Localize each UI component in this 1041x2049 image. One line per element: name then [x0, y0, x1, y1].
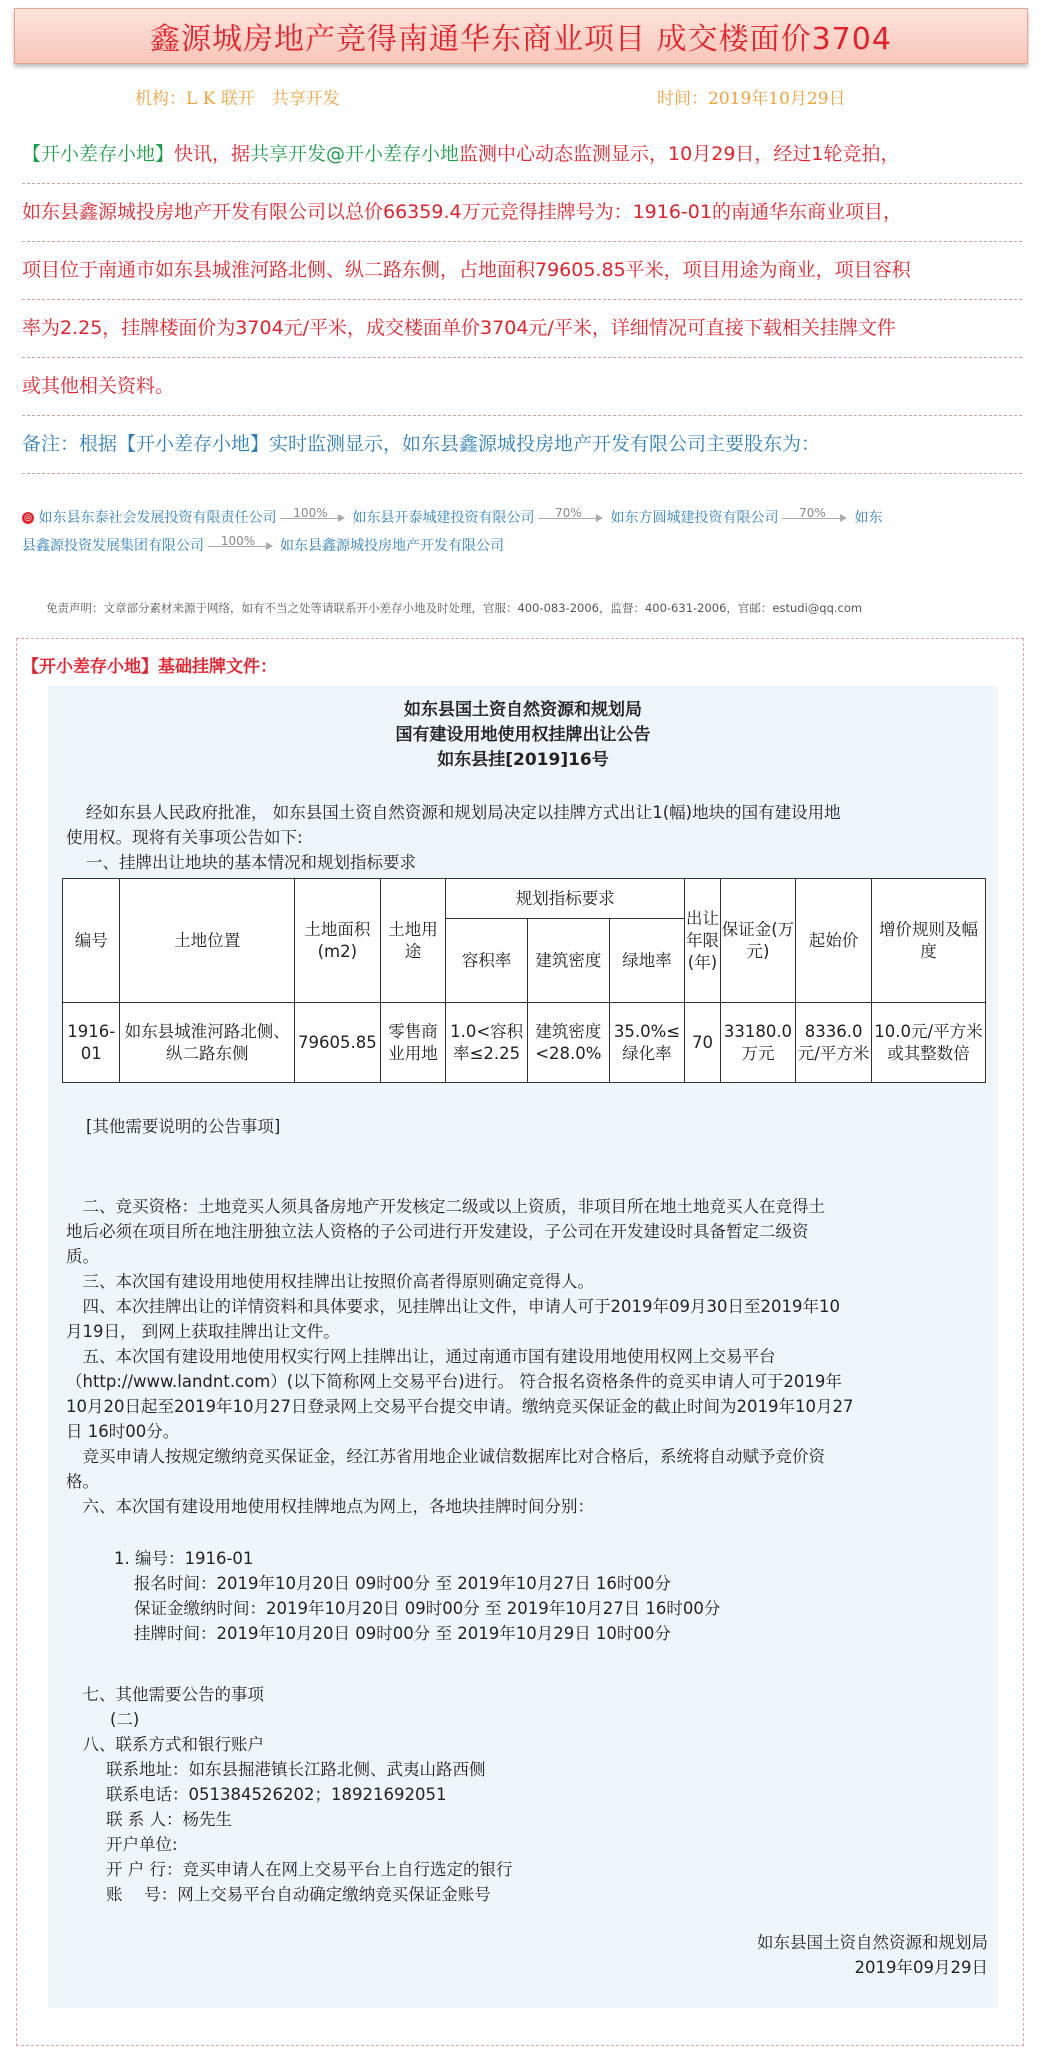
doc-section-1: 一、挂牌出让地块的基本情况和规划指标要求 — [86, 853, 416, 872]
chain-company-3[interactable]: 如东方圆城建投资有限公司 — [610, 510, 779, 526]
td-years: 70 — [685, 1003, 720, 1083]
th-plan: 规划指标要求 — [446, 879, 685, 919]
section-5-f: 格。 — [66, 1472, 99, 1491]
section-6: 六、本次国有建设用地使用权挂牌地点为网上，各地块挂牌时间分别： — [66, 1497, 594, 1516]
table-row — [63, 1003, 986, 1083]
doc-heading-1: 如东县国土资自然资源和规划局 — [404, 700, 642, 720]
account-bank: 开 户 行：竞买申请人在网上交易平台上自行选定的银行 — [106, 1860, 513, 1879]
schedule-signup: 报名时间：2019年10月20日 09时00分 至 2019年10月27日 16时00分 — [134, 1574, 671, 1593]
td-location: 如东县城淮河路北侧、纵二路东侧 — [120, 1003, 295, 1083]
section-4-b: 月19日， 到网上获取挂牌出让文件。 — [66, 1322, 340, 1341]
contact-address: 联系地址：如东县掘港镇长江路北侧、武夷山路西侧 — [106, 1760, 486, 1779]
th-area: 土地面积(m2) — [294, 879, 380, 1003]
section-5-d: 日 16时00分。 — [66, 1422, 180, 1441]
shareholder-chain — [22, 504, 1022, 560]
th-deposit: 保证金(万元) — [720, 879, 796, 1003]
account-holder: 开户单位: — [106, 1835, 178, 1854]
doc-intro-1: 经如东县人民政府批准， 如东县国土资自然资源和规划局决定以挂牌方式出让1(幅)地块的国有建设用地 — [86, 803, 841, 822]
article-line-1: 【开小差存小地】快讯，据共享开发@开小差存小地监测中心动态监测显示，10月29日，经过1轮竞拍， — [22, 126, 1022, 184]
doc-intro-2: 使用权。现将有关事项公告如下: — [66, 828, 303, 847]
td-area: 79605.85 — [294, 1003, 380, 1083]
base-doc-title: 【开小差存小地】基础挂牌文件： — [22, 657, 277, 677]
td-use: 零售商业用地 — [380, 1003, 446, 1083]
contact-phone: 联系电话：051384526202；18921692051 — [106, 1785, 447, 1804]
td-far: 1.0<容积率≤2.25 — [446, 1003, 528, 1083]
schedule-deposit: 保证金缴纳时间：2019年10月20日 09时00分 至 2019年10月27日 16时00分 — [134, 1599, 721, 1618]
org-meta: 机构：L K 联开 共享开发 — [135, 89, 340, 109]
th-green: 绿地率 — [609, 919, 685, 1003]
section-5-c: 10月20日起至2019年10月27日登录网上交易平台提交申请。缴纳竞买保证金的截止时间为2019年10月27 — [66, 1397, 854, 1416]
page-title: 鑫源城房地产竞得南通华东商业项目 成交楼面价3704 — [150, 22, 892, 57]
chain-company-2[interactable]: 如东县开泰城建投资有限公司 — [352, 510, 535, 526]
schedule-listing: 挂牌时间：2019年10月20日 09时00分 至 2019年10月29日 10时00分 — [134, 1624, 671, 1643]
td-density: 建筑密度<28.0% — [527, 1003, 609, 1083]
disclaimer: 免责声明：文章部分素材来源于网络，如有不当之处等请联系开小差存小地及时处理，官服：400-083-2006，监督：400-631-2006，官邮：estudi@qq.com — [46, 601, 863, 615]
title-bar — [14, 8, 1028, 64]
td-deposit: 33180.0万元 — [720, 1003, 796, 1083]
arrow-icon: 70% — [782, 511, 850, 525]
section-5-a: 五、本次国有建设用地使用权实行网上挂牌出让，通过南通市国有建设用地使用权网上交易平台 — [66, 1347, 776, 1366]
other-notes-title: [其他需要说明的公告事项] — [86, 1117, 281, 1136]
section-2-b: 地后必须在项目所在地注册独立法人资格的子公司进行开发建设，子公司在开发建设时具备暂定二级资 — [66, 1222, 809, 1241]
th-far: 容积率 — [446, 919, 528, 1003]
schedule-item-no: 1. 编号：1916-01 — [114, 1549, 254, 1568]
th-no: 编号 — [63, 879, 120, 1003]
chain-company-4b[interactable]: 县鑫源投资发展集团有限公司 — [22, 538, 204, 554]
th-years: 出让年限(年) — [685, 879, 720, 1003]
chain-company-5[interactable]: 如东县鑫源城投房地产开发有限公司 — [280, 538, 504, 554]
article-line-3: 项目位于南通市如东县城淮河路北侧、纵二路东侧，占地面积79605.85平米，项目用途为商业，项目容积 — [22, 242, 1022, 300]
section-5-e: 竞买申请人按规定缴纳竞买保证金，经江苏省用地企业诚信数据库比对合格后，系统将自动赋予竞价资 — [66, 1447, 825, 1466]
land-table — [62, 878, 986, 1083]
section-2-a: 二、竞买资格：土地竞买人须具备房地产开发核定二级或以上资质，非项目所在地土地竞买人在竞得土 — [66, 1197, 825, 1216]
announcement-doc — [48, 686, 998, 2008]
chain-company-1[interactable]: 如东县东泰社会发展投资有限责任公司 — [38, 510, 277, 526]
signature-date: 2019年09月29日 — [854, 1958, 988, 1977]
time-meta: 时间：2019年10月29日 — [657, 89, 846, 109]
th-start-price: 起始价 — [796, 879, 872, 1003]
contact-person: 联 系 人：杨先生 — [106, 1810, 232, 1829]
section-7: 七、其他需要公告的事项 — [66, 1685, 264, 1704]
td-increment: 10.0元/平方米或其整数倍 — [871, 1003, 985, 1083]
arrow-icon: 100% — [280, 511, 348, 525]
signature-org: 如东县国土资自然资源和规划局 — [757, 1933, 988, 1952]
section-2-c: 质。 — [66, 1247, 99, 1266]
source-tag: 【开小差存小地】 — [22, 143, 175, 165]
article-line-4: 率为2.25，挂牌楼面价为3704元/平米，成交楼面单价3704元/平米，详细情况可直接下载相关挂牌文件 — [22, 300, 1022, 358]
doc-heading-3: 如东县挂[2019]16号 — [437, 750, 609, 770]
section-5-b: （http://www.landnt.com）(以下简称网上交易平台)进行。 符合报名资格条件的竞买申请人可于2019年 — [66, 1372, 842, 1391]
article-line-5: 或其他相关资料。 — [22, 358, 1022, 416]
arrow-icon: 100% — [208, 539, 276, 553]
article-body — [22, 126, 1022, 474]
arrow-icon: 70% — [538, 511, 606, 525]
shareholder-note: 备注：根据【开小差存小地】实时监测显示，如东县鑫源城投房地产开发有限公司主要股东为： — [22, 416, 1022, 474]
section-4-a: 四、本次挂牌出让的详情资料和具体要求，见挂牌出让文件，申请人可于2019年09月30日至2019年10 — [66, 1297, 840, 1316]
td-green: 35.0%≤绿化率 — [609, 1003, 685, 1083]
th-density: 建筑密度 — [527, 919, 609, 1003]
alert-icon: ◎ — [22, 512, 34, 524]
th-location: 土地位置 — [120, 879, 295, 1003]
th-use: 土地用途 — [380, 879, 446, 1003]
section-8: 八、联系方式和银行账户 — [66, 1735, 264, 1754]
td-no: 1916-01 — [63, 1003, 120, 1083]
source-link[interactable]: 共享开发@开小差存小地 — [250, 143, 460, 165]
th-increment: 增价规则及幅度 — [871, 879, 985, 1003]
section-3: 三、本次国有建设用地使用权挂牌出让按照价高者得原则确定竞得人。 — [66, 1272, 594, 1291]
td-start-price: 8336.0元/平方米 — [796, 1003, 872, 1083]
section-7-a: (二) — [110, 1710, 140, 1729]
article-line-2: 如东县鑫源城投房地产开发有限公司以总价66359.4万元竞得挂牌号为：1916-01的南通华东商业项目， — [22, 184, 1022, 242]
account-number: 账 号：网上交易平台自动确定缴纳竞买保证金账号 — [106, 1885, 491, 1904]
chain-company-4a[interactable]: 如东 — [854, 510, 883, 526]
doc-heading-2: 国有建设用地使用权挂牌出让公告 — [395, 725, 651, 745]
